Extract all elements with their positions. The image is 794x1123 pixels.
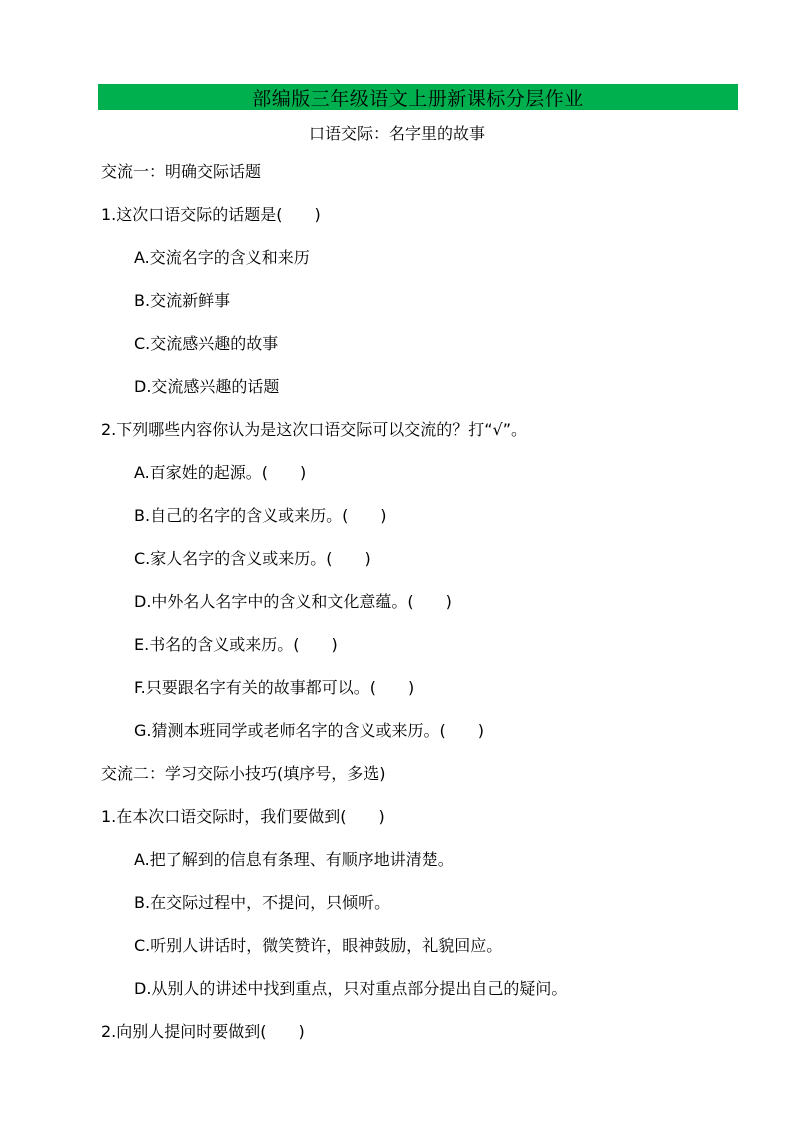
section-heading-2: 交流二：学习交际小技巧(填序号，多选) <box>101 764 386 783</box>
answer-option: B.交流新鲜事 <box>134 291 231 310</box>
answer-option: F.只要跟名字有关的故事都可以。( ) <box>134 678 415 697</box>
answer-option: G.猜测本班同学或老师名字的含义或来历。( ) <box>134 721 484 740</box>
question-stem: 1.这次口语交际的话题是( ) <box>101 205 321 224</box>
answer-option: C.交流感兴趣的故事 <box>134 334 279 353</box>
question-stem: 2.下列哪些内容你认为是这次口语交际可以交流的？打“√”。 <box>101 420 528 439</box>
answer-option: A.把了解到的信息有条理、有顺序地讲清楚。 <box>134 850 454 869</box>
title-banner <box>98 84 738 110</box>
answer-option: C.听别人讲话时，微笑赞许，眼神鼓励，礼貌回应。 <box>134 936 503 955</box>
lesson-subtitle: 口语交际：名字里的故事 <box>308 124 485 143</box>
answer-option: D.中外名人名字中的含义和文化意蕴。( ) <box>134 592 452 611</box>
answer-option: D.交流感兴趣的话题 <box>134 377 280 396</box>
answer-option: D.从别人的讲述中找到重点，只对重点部分提出自己的疑问。 <box>134 979 568 998</box>
section-heading-1: 交流一：明确交际话题 <box>101 162 262 181</box>
question-stem: 1.在本次口语交际时，我们要做到( ) <box>101 807 385 826</box>
answer-option: B.在交际过程中，不提问，只倾听。 <box>134 893 391 912</box>
banner-title: 部编版三年级语文上册新课标分层作业 <box>252 87 584 110</box>
question-stem: 2.向别人提问时要做到( ) <box>101 1022 305 1041</box>
answer-option: A.交流名字的含义和来历 <box>134 248 310 267</box>
answer-option: C.家人名字的含义或来历。( ) <box>134 549 371 568</box>
answer-option: B.自己的名字的含义或来历。( ) <box>134 506 387 525</box>
answer-option: E.书名的含义或来历。( ) <box>134 635 338 654</box>
answer-option: A.百家姓的起源。( ) <box>134 463 307 482</box>
